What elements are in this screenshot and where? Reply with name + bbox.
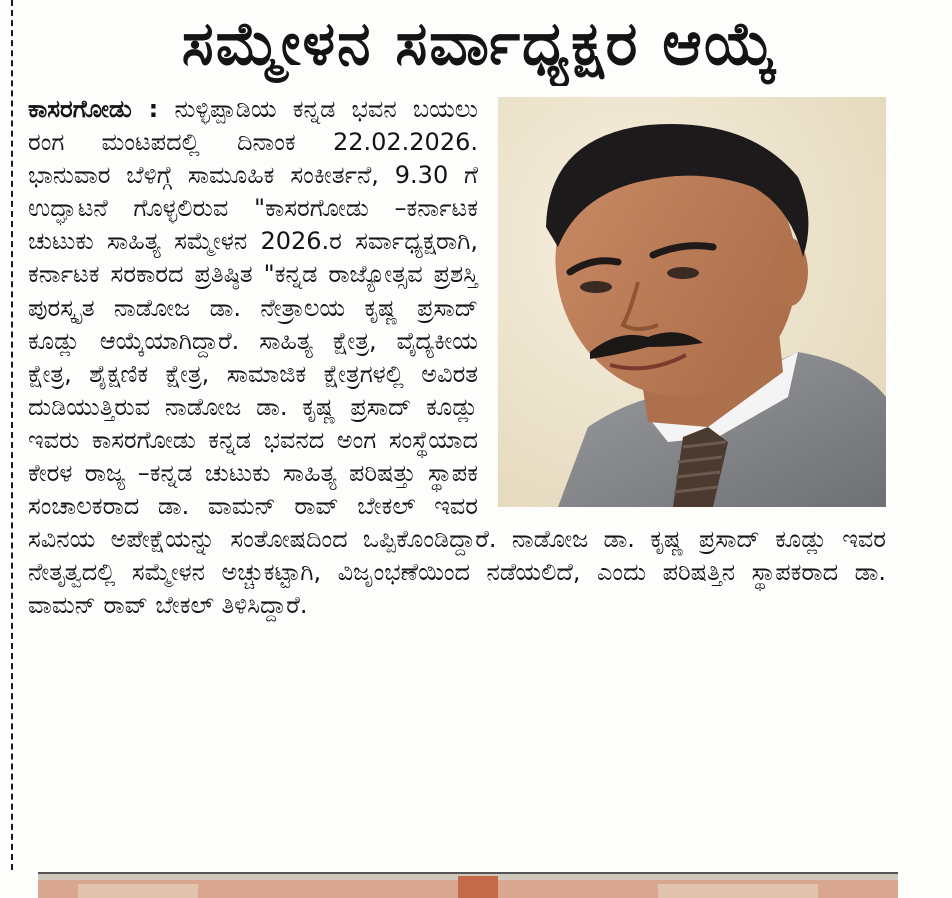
building-photo bbox=[38, 874, 898, 898]
dashed-column-rule bbox=[11, 0, 13, 870]
bottom-photo-strip bbox=[38, 872, 898, 898]
article-body bbox=[28, 93, 886, 623]
article-text: ನುಳ್ಳಿಪ್ಪಾಡಿಯ ಕನ್ನಡ ಭವನ ಬಯಲು ರಂಗ ಮಂಟಪದಲ್ಲಿ ದಿನಾಂಕ 22.02.2026. ಭಾನುವಾರ ಬೆಳಿಗ್ಗೆ ಸಾಮೂಹಿಕ ಸಂಕೀರ್ತನೆ, 9.30 ಗೆ ಉದ್ಘಾಟನೆ ಗೊಳ್ಳಲಿರುವ "ಕಾಸರಗೋಡು –ಕರ್ನಾಟಕ ಚುಟುಕು ಸಾಹಿತ್ಯ ಸಮ್ಮೇಳನ 2026.ರ ಸರ್ವಾಧ್ಯಕ್ಷರಾಗಿ, ಕರ್ನಾಟಕ ಸರಕಾರದ ಪ್ರತಿಷ್ಠಿತ "ಕನ್ನಡ ರಾಜ್ಯೋತ್ಸವ ಪ್ರಶಸ್ತಿ ಪುರಸ್ಕೃತ ನಾಡೋಜ ಡಾ. ನೇತ್ರಾಲಯ ಕೃಷ್ಣ ಪ್ರಸಾದ್ ಕೂಡ್ಲು ಆಯ್ಕೆಯಾಗಿದ್ದಾರೆ. ಸಾಹಿತ್ಯ ಕ್ಷೇತ್ರ, ವೈದ್ಯಕೀಯ ಕ್ಷೇತ್ರ, ಶೈಕ್ಷಣಿಕ ಕ್ಷೇತ್ರ, ಸಾಮಾಜಿಕ ಕ್ಷೇತ್ರಗಳಲ್ಲಿ ಅವಿರತ ದುಡಿಯುತ್ತಿರುವ ನಾಡೋಜ ಡಾ. ಕೃಷ್ಣ ಪ್ರಸಾದ್ ಕೂಡ್ಲು ಇವರು ಕಾಸರಗೋಡು ಕನ್ನಡ ಭವನದ ಅಂಗ ಸಂಸ್ಥೆಯಾದ ಕೇರಳ ರಾಜ್ಯ –ಕನ್ನಡ ಚುಟುಕು ಸಾಹಿತ್ಯ ಪರಿಷತ್ತು ಸ್ಥಾಪಕ ಸಂಚಾಲಕರಾದ ಡಾ. ವಾಮನ್ ರಾವ್ ಬೇಕಲ್ ಇವರ ಸವಿನಯ ಅಪೇಕ್ಷೆಯನ್ನು ಸಂತೋಷದಿಂದ ಒಪ್ಪಿಕೊಂಡಿದ್ದಾರೆ. ನಾಡೋಜ ಡಾ. ಕೃಷ್ಣ ಪ್ರಸಾದ್ ಕೂಡ್ಲು ಇವರ ನೇತೃತ್ವದಲ್ಲಿ ಸಮ್ಮೇಳನ ಅಚ್ಚುಕಟ್ಟಾಗಿ, ವಿಜೃಂಭಣೆಯಿಂದ ನಡೆಯಲಿದೆ, ಎಂದು ಪರಿಷತ್ತಿನ ಸ್ಥಾಪಕರಾದ ಡಾ. ವಾಮನ್ ರಾವ್ ಬೇಕಲ್ ತಿಳಿಸಿದ್ದಾರೆ. bbox=[28, 95, 886, 620]
portrait-illustration bbox=[498, 97, 886, 507]
article-dateline: ಕಾಸರಗೋಡು : bbox=[28, 95, 159, 123]
portrait-photo bbox=[498, 97, 886, 507]
headline: ಸಮ್ಮೇಳನ ಸರ್ವಾಧ್ಯಕ್ಷರ ಆಯ್ಕೆ bbox=[181, 9, 779, 79]
